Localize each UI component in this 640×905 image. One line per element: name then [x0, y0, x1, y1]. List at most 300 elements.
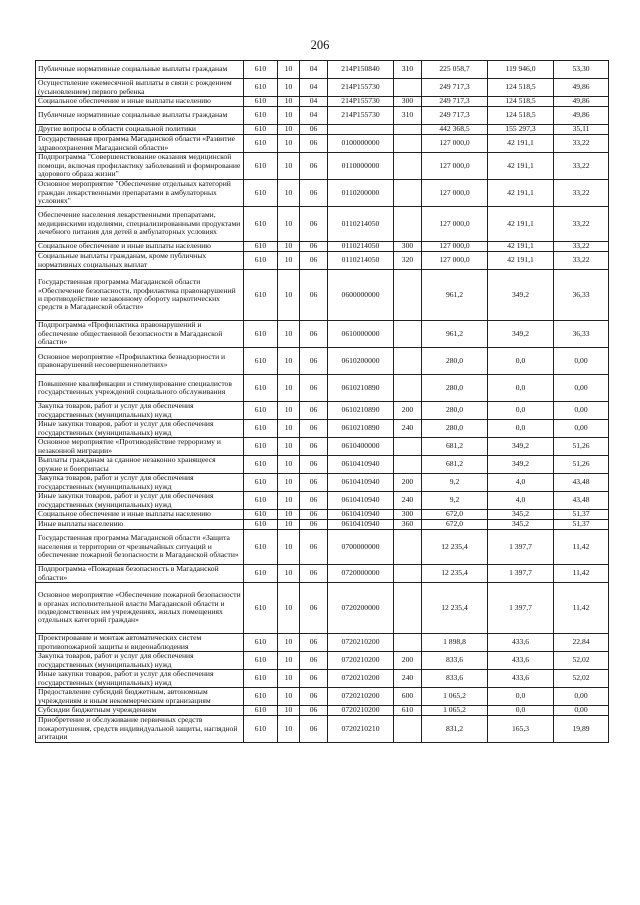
row-section-code: 10 [278, 420, 300, 438]
row-plan-value: 127 000,0 [422, 135, 488, 153]
row-percent-value: 0,00 [554, 688, 609, 706]
row-expense-type-code [394, 565, 422, 583]
row-name: Социальное обеспечение и иные выплаты населению [36, 97, 244, 107]
row-ministry-code: 610 [244, 510, 278, 520]
row-name: Социальное обеспечение и иные выплаты населению [36, 242, 244, 252]
row-percent-value: 51,37 [554, 520, 609, 530]
row-expense-type-code [394, 207, 422, 242]
row-target-code: 0700000000 [328, 530, 394, 565]
row-actual-value: 345,2 [488, 510, 554, 520]
row-percent-value: 51,37 [554, 510, 609, 520]
row-name: Закупка товаров, работ и услуг для обеспечения государственных (муниципальных) нужд [36, 402, 244, 420]
table-row [36, 456, 609, 474]
table-row [36, 652, 609, 670]
row-percent-value: 11,42 [554, 530, 609, 565]
row-actual-value: 42 191,1 [488, 135, 554, 153]
table-row [36, 270, 609, 321]
row-target-code: 0110214050 [328, 242, 394, 252]
row-ministry-code: 610 [244, 520, 278, 530]
row-target-code: 0720200000 [328, 583, 394, 634]
row-subsection-code: 06 [300, 510, 328, 520]
row-percent-value: 43,48 [554, 474, 609, 492]
row-section-code: 10 [278, 125, 300, 135]
row-ministry-code: 610 [244, 125, 278, 135]
row-plan-value: 672,0 [422, 510, 488, 520]
row-subsection-code: 04 [300, 79, 328, 97]
row-section-code: 10 [278, 207, 300, 242]
table-row [36, 716, 609, 743]
row-section-code: 10 [278, 375, 300, 402]
table-row [36, 402, 609, 420]
row-percent-value: 11,42 [554, 565, 609, 583]
row-plan-value: 280,0 [422, 420, 488, 438]
row-section-code: 10 [278, 438, 300, 456]
row-subsection-code: 06 [300, 135, 328, 153]
row-plan-value: 681,2 [422, 438, 488, 456]
row-target-code: 0610410940 [328, 510, 394, 520]
row-name: Обеспечение населения лекарственными препаратами, медицинскими изделиями, специализированными продуктами лечебного питания для детей в амбулаторных условиях [36, 207, 244, 242]
row-percent-value: 36,33 [554, 270, 609, 321]
table-row [36, 180, 609, 207]
row-subsection-code: 06 [300, 321, 328, 348]
row-ministry-code: 610 [244, 153, 278, 180]
row-target-code: 0610200000 [328, 348, 394, 375]
row-name: Иные закупки товаров, работ и услуг для обеспечения государственных (муниципальных) нужд [36, 420, 244, 438]
row-name: Проектирование и монтаж автоматических систем противопожарной защиты и видеонаблюдения [36, 634, 244, 652]
row-target-code: 0110214050 [328, 207, 394, 242]
row-plan-value: 833,6 [422, 652, 488, 670]
row-target-code: 0100000000 [328, 135, 394, 153]
table-row [36, 242, 609, 252]
row-actual-value: 119 946,0 [488, 61, 554, 79]
row-target-code: 0110200000 [328, 180, 394, 207]
row-expense-type-code [394, 456, 422, 474]
row-plan-value: 831,2 [422, 716, 488, 743]
row-percent-value: 49,86 [554, 107, 609, 125]
row-plan-value: 127 000,0 [422, 252, 488, 270]
row-section-code: 10 [278, 61, 300, 79]
row-target-code: 0720210210 [328, 716, 394, 743]
row-plan-value: 1 065,2 [422, 688, 488, 706]
row-plan-value: 442 368,5 [422, 125, 488, 135]
row-plan-value: 9,2 [422, 474, 488, 492]
row-section-code: 10 [278, 583, 300, 634]
row-expense-type-code [394, 135, 422, 153]
row-name: Осуществление ежемесячной выплаты в связи с рождением (усыновлением) первого ребенка [36, 79, 244, 97]
table-row [36, 79, 609, 97]
table-row [36, 375, 609, 402]
row-plan-value: 280,0 [422, 402, 488, 420]
row-plan-value: 249 717,3 [422, 79, 488, 97]
row-expense-type-code: 200 [394, 652, 422, 670]
row-ministry-code: 610 [244, 321, 278, 348]
row-actual-value: 155 297,3 [488, 125, 554, 135]
table-row [36, 688, 609, 706]
row-section-code: 10 [278, 530, 300, 565]
row-expense-type-code [394, 270, 422, 321]
row-section-code: 10 [278, 492, 300, 510]
row-subsection-code: 06 [300, 402, 328, 420]
row-ministry-code: 610 [244, 61, 278, 79]
row-subsection-code: 06 [300, 207, 328, 242]
row-target-code: 214P150840 [328, 61, 394, 79]
row-ministry-code: 610 [244, 97, 278, 107]
row-plan-value: 833,6 [422, 670, 488, 688]
row-subsection-code: 06 [300, 530, 328, 565]
row-subsection-code: 06 [300, 565, 328, 583]
row-actual-value: 1 397,7 [488, 565, 554, 583]
row-name: Закупка товаров, работ и услуг для обеспечения государственных (муниципальных) нужд [36, 652, 244, 670]
row-subsection-code: 06 [300, 670, 328, 688]
table-row [36, 510, 609, 520]
row-actual-value: 0,0 [488, 348, 554, 375]
row-expense-type-code: 360 [394, 520, 422, 530]
row-plan-value: 961,2 [422, 321, 488, 348]
row-expense-type-code [394, 716, 422, 743]
row-ministry-code: 610 [244, 107, 278, 125]
row-section-code: 10 [278, 634, 300, 652]
row-subsection-code: 06 [300, 706, 328, 716]
row-ministry-code: 610 [244, 420, 278, 438]
row-name: Основное мероприятие «Противодействие терроризму и незаконной миграции» [36, 438, 244, 456]
row-percent-value: 33,22 [554, 135, 609, 153]
row-ministry-code: 610 [244, 492, 278, 510]
row-target-code: 0610410940 [328, 520, 394, 530]
row-plan-value: 1 065,2 [422, 706, 488, 716]
row-expense-type-code: 310 [394, 61, 422, 79]
row-name: Социальное обеспечение и иные выплаты населению [36, 510, 244, 520]
table-row [36, 420, 609, 438]
table-row [36, 474, 609, 492]
row-target-code [328, 125, 394, 135]
row-percent-value: 43,48 [554, 492, 609, 510]
row-target-code: 0610410940 [328, 492, 394, 510]
row-plan-value: 249 717,3 [422, 97, 488, 107]
row-plan-value: 280,0 [422, 348, 488, 375]
row-percent-value: 0,00 [554, 348, 609, 375]
row-name: Социальные выплаты гражданам, кроме публичных нормативных социальных выплат [36, 252, 244, 270]
row-actual-value: 0,0 [488, 420, 554, 438]
row-section-code: 10 [278, 402, 300, 420]
row-section-code: 10 [278, 180, 300, 207]
row-plan-value: 127 000,0 [422, 180, 488, 207]
row-ministry-code: 610 [244, 438, 278, 456]
row-subsection-code: 06 [300, 438, 328, 456]
row-percent-value: 33,22 [554, 153, 609, 180]
row-percent-value: 19,89 [554, 716, 609, 743]
row-actual-value: 349,2 [488, 438, 554, 456]
row-ministry-code: 610 [244, 583, 278, 634]
row-name: Подпрограмма «Профилактика правонарушений и обеспечение общественной безопасности в Магаданской области» [36, 321, 244, 348]
row-subsection-code: 06 [300, 456, 328, 474]
row-section-code: 10 [278, 716, 300, 743]
row-subsection-code: 04 [300, 97, 328, 107]
row-target-code: 0610210890 [328, 420, 394, 438]
row-ministry-code: 610 [244, 456, 278, 474]
row-ministry-code: 610 [244, 135, 278, 153]
row-expense-type-code [394, 125, 422, 135]
row-section-code: 10 [278, 474, 300, 492]
row-expense-type-code: 300 [394, 510, 422, 520]
row-section-code: 10 [278, 510, 300, 520]
row-plan-value: 672,0 [422, 520, 488, 530]
row-plan-value: 127 000,0 [422, 153, 488, 180]
row-section-code: 10 [278, 348, 300, 375]
table-row [36, 97, 609, 107]
row-ministry-code: 610 [244, 716, 278, 743]
row-target-code: 0610000000 [328, 321, 394, 348]
row-actual-value: 42 191,1 [488, 180, 554, 207]
row-plan-value: 12 235,4 [422, 583, 488, 634]
row-subsection-code: 06 [300, 348, 328, 375]
row-percent-value: 11,42 [554, 583, 609, 634]
row-subsection-code: 06 [300, 492, 328, 510]
row-actual-value: 124 518,5 [488, 79, 554, 97]
row-percent-value: 51,26 [554, 456, 609, 474]
row-subsection-code: 06 [300, 270, 328, 321]
row-plan-value: 1 898,8 [422, 634, 488, 652]
row-name: Иные выплаты населению [36, 520, 244, 530]
row-target-code: 0610410940 [328, 456, 394, 474]
table-row [36, 321, 609, 348]
row-target-code: 0720000000 [328, 565, 394, 583]
row-ministry-code: 610 [244, 207, 278, 242]
row-name: Повышение квалификации и стимулирование специалистов государственных учреждений социального обслуживания [36, 375, 244, 402]
row-plan-value: 681,2 [422, 456, 488, 474]
row-target-code: 0610400000 [328, 438, 394, 456]
row-plan-value: 9,2 [422, 492, 488, 510]
row-name: Публичные нормативные социальные выплаты гражданам [36, 61, 244, 79]
row-expense-type-code: 610 [394, 706, 422, 716]
row-actual-value: 42 191,1 [488, 242, 554, 252]
row-target-code: 0720210200 [328, 706, 394, 716]
row-name: Иные закупки товаров, работ и услуг для обеспечения государственных (муниципальных) нужд [36, 670, 244, 688]
row-section-code: 10 [278, 652, 300, 670]
row-actual-value: 0,0 [488, 688, 554, 706]
table-row [36, 348, 609, 375]
row-expense-type-code: 200 [394, 474, 422, 492]
row-section-code: 10 [278, 270, 300, 321]
row-percent-value: 0,00 [554, 420, 609, 438]
row-subsection-code: 06 [300, 375, 328, 402]
table-row [36, 61, 609, 79]
row-percent-value: 33,22 [554, 242, 609, 252]
row-expense-type-code [394, 348, 422, 375]
row-actual-value: 0,0 [488, 402, 554, 420]
row-plan-value: 280,0 [422, 375, 488, 402]
row-subsection-code: 06 [300, 688, 328, 706]
row-actual-value: 349,2 [488, 270, 554, 321]
row-subsection-code: 06 [300, 180, 328, 207]
row-target-code: 0610210890 [328, 402, 394, 420]
row-expense-type-code [394, 79, 422, 97]
row-expense-type-code: 240 [394, 670, 422, 688]
row-section-code: 10 [278, 670, 300, 688]
row-percent-value: 52,02 [554, 652, 609, 670]
row-name: Публичные нормативные социальные выплаты гражданам [36, 107, 244, 125]
table-row [36, 438, 609, 456]
row-actual-value: 42 191,1 [488, 252, 554, 270]
row-actual-value: 124 518,5 [488, 107, 554, 125]
row-expense-type-code: 240 [394, 420, 422, 438]
row-actual-value: 1 397,7 [488, 583, 554, 634]
row-ministry-code: 610 [244, 375, 278, 402]
row-name: Субсидии бюджетным учреждениям [36, 706, 244, 716]
table-row [36, 252, 609, 270]
row-actual-value: 433,6 [488, 652, 554, 670]
row-expense-type-code: 240 [394, 492, 422, 510]
row-percent-value: 33,22 [554, 180, 609, 207]
row-name: Основное мероприятие «Обеспечение пожарной безопасности в органах исполнительной власти Магаданской области и подведомственных им учреждениях, жилых помещениях отдельных категорий граждан» [36, 583, 244, 634]
row-ministry-code: 610 [244, 634, 278, 652]
table-row [36, 670, 609, 688]
row-subsection-code: 06 [300, 252, 328, 270]
row-section-code: 10 [278, 706, 300, 716]
row-expense-type-code [394, 583, 422, 634]
row-ministry-code: 610 [244, 79, 278, 97]
row-expense-type-code: 300 [394, 97, 422, 107]
row-actual-value: 1 397,7 [488, 530, 554, 565]
row-actual-value: 433,6 [488, 634, 554, 652]
row-ministry-code: 610 [244, 474, 278, 492]
row-subsection-code: 06 [300, 125, 328, 135]
row-target-code: 0720210200 [328, 634, 394, 652]
table-row [36, 125, 609, 135]
row-subsection-code: 06 [300, 716, 328, 743]
row-section-code: 10 [278, 520, 300, 530]
row-ministry-code: 610 [244, 530, 278, 565]
row-section-code: 10 [278, 107, 300, 125]
row-actual-value: 349,2 [488, 321, 554, 348]
row-actual-value: 349,2 [488, 456, 554, 474]
page-number: 206 [310, 38, 330, 52]
row-expense-type-code: 600 [394, 688, 422, 706]
row-ministry-code: 610 [244, 565, 278, 583]
table-row [36, 107, 609, 125]
row-name: Основное мероприятие «Профилактика безнадзорности и правонарушений несовершеннолетних» [36, 348, 244, 375]
row-section-code: 10 [278, 97, 300, 107]
row-actual-value: 0,0 [488, 706, 554, 716]
row-expense-type-code [394, 438, 422, 456]
row-name: Выплаты гражданам за сданное незаконно хранящееся оружие и боеприпасы [36, 456, 244, 474]
table-row [36, 530, 609, 565]
row-ministry-code: 610 [244, 348, 278, 375]
row-plan-value: 127 000,0 [422, 242, 488, 252]
row-name: Закупка товаров, работ и услуг для обеспечения государственных (муниципальных) нужд [36, 474, 244, 492]
row-target-code: 214P155730 [328, 97, 394, 107]
row-plan-value: 249 717,3 [422, 107, 488, 125]
row-expense-type-code [394, 530, 422, 565]
row-percent-value: 52,02 [554, 670, 609, 688]
row-ministry-code: 610 [244, 670, 278, 688]
row-plan-value: 961,2 [422, 270, 488, 321]
table-row [36, 706, 609, 716]
row-actual-value: 4,0 [488, 474, 554, 492]
row-plan-value: 225 058,7 [422, 61, 488, 79]
row-ministry-code: 610 [244, 706, 278, 716]
row-target-code: 0600000000 [328, 270, 394, 321]
row-percent-value: 33,22 [554, 252, 609, 270]
row-section-code: 10 [278, 688, 300, 706]
row-expense-type-code [394, 634, 422, 652]
row-percent-value: 35,11 [554, 125, 609, 135]
row-expense-type-code: 320 [394, 252, 422, 270]
row-name: Подпрограмма "Совершенствование оказания медицинской помощи, включая профилактику заболеваний и формирование здорового образа жизни" [36, 153, 244, 180]
row-actual-value: 42 191,1 [488, 153, 554, 180]
row-name: Государственная программа Магаданской области «Защита населения и территории от чрезвычайных ситуаций и обеспечение пожарной безопасности в Магаданской области» [36, 530, 244, 565]
table-row [36, 135, 609, 153]
row-actual-value: 124 518,5 [488, 97, 554, 107]
row-plan-value: 12 235,4 [422, 565, 488, 583]
row-name: Подпрограмма «Пожарная безопасность в Магаданской области» [36, 565, 244, 583]
row-percent-value: 0,00 [554, 402, 609, 420]
row-target-code: 0720210200 [328, 652, 394, 670]
table-row [36, 207, 609, 242]
row-target-code: 214P155730 [328, 79, 394, 97]
row-percent-value: 53,30 [554, 61, 609, 79]
row-target-code: 0110214050 [328, 252, 394, 270]
row-percent-value: 0,00 [554, 706, 609, 716]
row-expense-type-code: 300 [394, 242, 422, 252]
row-target-code: 0610210890 [328, 375, 394, 402]
row-actual-value: 0,0 [488, 375, 554, 402]
row-expense-type-code: 310 [394, 107, 422, 125]
row-percent-value: 49,86 [554, 79, 609, 97]
row-target-code: 0720210200 [328, 670, 394, 688]
row-subsection-code: 04 [300, 61, 328, 79]
row-expense-type-code [394, 180, 422, 207]
row-section-code: 10 [278, 456, 300, 474]
row-plan-value: 12 235,4 [422, 530, 488, 565]
table-row [36, 565, 609, 583]
row-name: Государственная программа Магаданской области «Развитие здравоохранения Магаданской области» [36, 135, 244, 153]
row-name: Государственная программа Магаданской области «Обеспечение безопасности, профилактика правонарушений и противодействие незаконному обороту наркотических средств в Магаданской области» [36, 270, 244, 321]
row-subsection-code: 06 [300, 520, 328, 530]
row-section-code: 10 [278, 79, 300, 97]
row-ministry-code: 610 [244, 688, 278, 706]
row-percent-value: 51,26 [554, 438, 609, 456]
row-subsection-code: 06 [300, 420, 328, 438]
row-ministry-code: 610 [244, 252, 278, 270]
row-subsection-code: 06 [300, 652, 328, 670]
row-section-code: 10 [278, 252, 300, 270]
row-section-code: 10 [278, 565, 300, 583]
row-expense-type-code [394, 321, 422, 348]
table-row [36, 520, 609, 530]
row-percent-value: 36,33 [554, 321, 609, 348]
row-ministry-code: 610 [244, 652, 278, 670]
row-ministry-code: 610 [244, 180, 278, 207]
row-subsection-code: 06 [300, 242, 328, 252]
row-plan-value: 127 000,0 [422, 207, 488, 242]
table-row [36, 153, 609, 180]
row-actual-value: 433,6 [488, 670, 554, 688]
row-expense-type-code [394, 375, 422, 402]
row-section-code: 10 [278, 321, 300, 348]
row-subsection-code: 04 [300, 107, 328, 125]
row-target-code: 0720210200 [328, 688, 394, 706]
row-expense-type-code: 200 [394, 402, 422, 420]
row-subsection-code: 06 [300, 583, 328, 634]
row-subsection-code: 06 [300, 153, 328, 180]
budget-table [35, 60, 609, 743]
row-ministry-code: 610 [244, 242, 278, 252]
row-subsection-code: 06 [300, 634, 328, 652]
row-section-code: 10 [278, 135, 300, 153]
row-percent-value: 33,22 [554, 207, 609, 242]
table-row [36, 492, 609, 510]
row-actual-value: 4,0 [488, 492, 554, 510]
